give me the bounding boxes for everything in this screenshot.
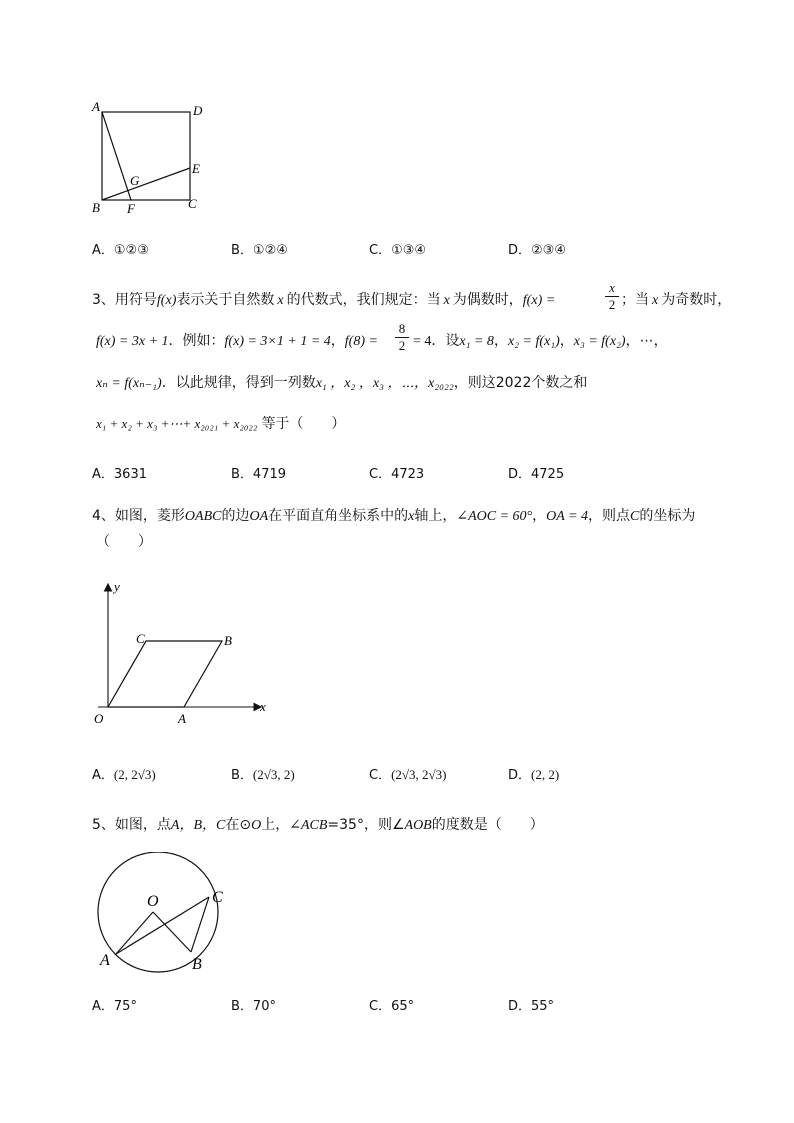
q3-fraction-8-over-2: 8 2 xyxy=(395,321,409,354)
q3-option-d: D．4725 xyxy=(508,467,565,482)
label-C: C xyxy=(188,196,197,211)
label-B: B xyxy=(224,633,232,648)
label-G: G xyxy=(130,173,140,188)
q4-option-c: C．(2√3, 2√3) xyxy=(369,767,447,783)
rhombus-coordinate-figure xyxy=(88,575,278,725)
q5-option-c: C．65° xyxy=(369,999,415,1014)
q3-option-a: A．3631 xyxy=(92,467,147,482)
q3-line-1-tail: ；当 x 为奇数时， xyxy=(621,292,732,308)
q3-option-b: B．4719 xyxy=(231,467,287,482)
q4-option-a: A．(2, 2√3) xyxy=(92,767,156,783)
q4-option-d: D．(2, 2) xyxy=(508,767,560,783)
label-E: E xyxy=(192,161,200,176)
q3-line-3: xₙ = f(xₙ₋₁)．以此规律，得到一列数x₁ ，x₂ ，x₃ ，⋯，x₂₀₂₂，则这2022个数之和 xyxy=(96,375,588,391)
q3-line-2-tail: = 4．设x₁ = 8，x₂ = f(x₁)，x₃ = f(x₂)，⋯， xyxy=(413,333,668,349)
q4-line-1: 4、如图，菱形OABC的边OA在平面直角坐标系中的x轴上，∠AOC = 60°，OA = 4，则点C的坐标为 xyxy=(92,508,696,524)
q3-line-4: x₁ + x₂ + x₃ +⋯+ x₂₀₂₁ + x₂₀₂₂ 等于（ ） xyxy=(96,416,346,432)
q2-option-b: B．①②④ xyxy=(231,243,288,258)
label-A: A xyxy=(92,99,100,114)
circle-figure xyxy=(88,852,238,977)
label-C: C xyxy=(212,889,223,906)
q3-number: 3、 xyxy=(92,292,115,308)
q3-option-c: C．4723 xyxy=(369,467,425,482)
label-A: A xyxy=(100,952,110,969)
q4-line-2: （ ） xyxy=(96,534,152,550)
q5-option-d: D．55° xyxy=(508,999,555,1014)
q3-line-1: 3、用符号f(x)表示关于自然数 x 的代数式，我们规定：当 x 为偶数时，f(x) = xyxy=(92,292,556,308)
q3-fraction-x-over-2: x 2 xyxy=(605,280,619,313)
q3-line-2: f(x) = 3x + 1．例如：f(x) = 3×1 + 1 = 4，f(8) = xyxy=(96,333,378,349)
q2-option-d: D．②③④ xyxy=(508,243,566,258)
q5-line: 5、如图，点A，B，C在⊙O上，∠ACB=35°，则∠AOB的度数是（ ） xyxy=(92,817,544,833)
label-O: O xyxy=(147,893,159,910)
q5-number: 5、 xyxy=(92,817,115,833)
q4-number: 4、 xyxy=(92,508,115,524)
label-A: A xyxy=(178,711,186,725)
q5-option-a: A．75° xyxy=(92,999,137,1014)
label-D: D xyxy=(193,103,203,118)
label-B: B xyxy=(192,956,202,973)
q4-option-b: B．(2√3, 2) xyxy=(231,767,295,783)
label-O: O xyxy=(94,711,104,725)
label-x: x xyxy=(260,699,266,714)
label-F: F xyxy=(127,201,135,216)
label-C: C xyxy=(136,631,145,646)
q2-option-c: C．①③④ xyxy=(369,243,427,258)
q5-option-b: B．70° xyxy=(231,999,276,1014)
square-figure xyxy=(85,95,215,220)
label-y: y xyxy=(114,579,120,594)
q2-option-a: A．①②③ xyxy=(92,243,149,258)
label-B: B xyxy=(92,200,100,215)
